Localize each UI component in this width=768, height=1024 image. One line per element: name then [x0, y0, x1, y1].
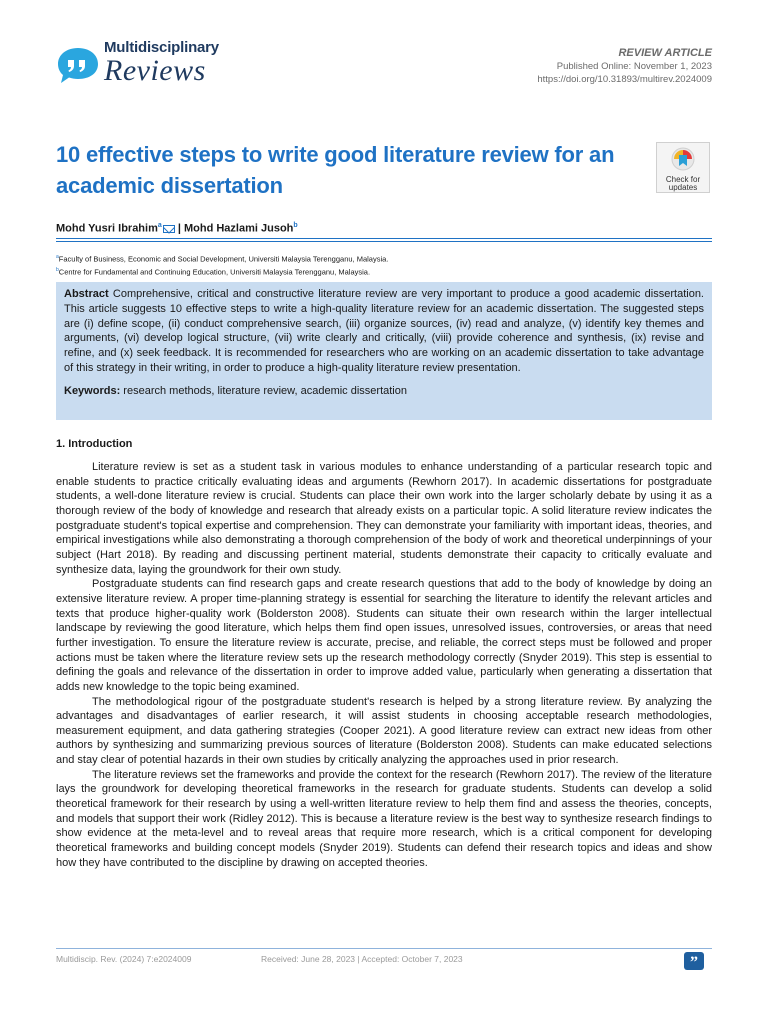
footer-dates: Received: June 28, 2023 | Accepted: October 7, 2023 [261, 954, 463, 964]
footer-citation: Multidiscip. Rev. (2024) 7:e2024009 [56, 954, 192, 964]
paragraph-4: The literature reviews set the frameworks and provide the context for the research (Rewhorn 2017). The review of the literature lays the groundwork for developing theoretical frameworks in the research for graduate students. Students can develop a solid theoretical framework for their research by using a well-written literature review to help them find and assess the theories, concepts, and models that support their work (Ridley 2012). This is because a literature review is the best way to synthesize research findings to show evidence at the meta-level and to reveal areas that require more research, which is a critical component for developing theoretical frameworks and building concept models (Snyder 2019). Students can defend their research topics and ideas and show how they have contributed to the discipline by drawing on accepted theories. [56, 768, 712, 869]
abstract-text: Abstract Comprehensive, critical and constructive literature review are very important to produce a good academic dissertation. This article suggests 10 effective steps to write a high-quality literature review for an academic dissertation. The suggested steps are (i) define scope, (ii) conduct comprehensive search, (iii) organize sources, (iv) read and analyze, (v) identify key themes and arguments, (vi) develop logical structure, (vii) write clearly and critically, (viii) provide coherence and synthesis, (ix) revise and refine, and (x) seek feedback. It is recommended for researchers who are working on an academic dissertation to take advantage of this strategy in their writing, in order to produce a high-quality literature review presentation. [64, 288, 704, 374]
page-footer [56, 948, 712, 978]
author-2-affil: b [293, 222, 298, 229]
author-1[interactable]: Mohd Yusri Ibrahim [56, 222, 158, 235]
quote-logo-icon: ” [684, 952, 704, 970]
abstract-box [56, 282, 712, 420]
published-date: Published Online: November 1, 2023 [556, 61, 712, 72]
paragraph-3: The methodological rigour of the postgraduate student's research is helped by a strong literature review. By analyzing the advantages and disadvantages of earlier research, it will assist students in choosing acceptable research methodologies, measurement equipment, and data gathering strategies (Cooper 2021). A good literature review can extract new ideas from other authors by synthesizing and summarizing previous sources of literature (Bolderston 2008). Students can make educated selections and stay clear of potential hazards in their own studies by critically analyzing the approaches used in prior research. [56, 695, 712, 767]
abstract-label: Abstract [64, 288, 109, 300]
footer-divider [56, 948, 712, 949]
journal-logo[interactable] [56, 40, 219, 86]
doi-link[interactable]: https://doi.org/10.31893/multirev.2024009 [537, 74, 712, 85]
article-title: 10 effective steps to write good literature review for an academic dissertation [56, 142, 615, 198]
paragraph-1: Literature review is set as a student task in various modules to enhance understanding of a particular research topic and enable students to practice critically evaluating ideas and arguments (Rewhorn 2017). In academic dissertations for postgraduate students, a well-done literature review is crucial. Students can place their own work into the larger scholarly debate by using it as a thorough review of the body of knowledge and research that already exists on a particular topic. A solid literature review indicates the postgraduate student's topical expertise and comprehension. They can demonstrate your familiarity with important ideas, theories, and empirical investigations while also demonstrating a thorough comprehension of the body of work and theoretical underpinnings of your subject (Hart 2018). By reading and discussing pertinent material, students demonstrate their capacity to critically evaluate and synthesize data, laying the groundwork for their own study. [56, 461, 712, 576]
journal-name-bottom: Reviews [104, 54, 206, 87]
divider-top-2 [56, 241, 712, 242]
crossmark-icon [671, 147, 695, 171]
author-separator: | [174, 222, 184, 235]
crossmark-label-2: updates [668, 183, 698, 192]
body-text [56, 460, 712, 870]
quote-bubble-icon [56, 46, 100, 86]
article-meta [537, 46, 712, 86]
keywords-label: Keywords: [64, 384, 121, 397]
affiliations [56, 252, 388, 277]
affiliation-a: $^a$Faculty of Business, Economic and Social Development, Universiti Malaysia Terengganu, Malaysia. [56, 254, 389, 264]
author-2[interactable]: Mohd Hazlami Jusoh [183, 222, 294, 235]
divider-top [56, 238, 712, 239]
section-heading: 1. Introduction [56, 438, 133, 450]
paragraph-2: Postgraduate students can find research gaps and create research questions that add to the body of knowledge by doing an extensive literature review. A proper time-planning strategy is essential for searching the literature to identify the relevant articles and texts that produce higher-quality work (Bolderston 2008). Students can situate their own research within the larger intellectual landscape by reviewing the good literature, which helps them find open issues, unresolved issues, controversies, or areas that need further investigation. To ensure the literature review is accurate, precise, and reliable, the correct steps must be followed and proper actions must be taken where the literature review sets up the research methodology correctly (Snyder 2019). This step is essential to defining the goals and relevance of the dissertation in order to improve added value, particularly when generating a dissertation that adds new knowledge to the topic being examined. [56, 578, 712, 693]
article-type: REVIEW ARTICLE [618, 47, 712, 59]
author-1-affil: a [157, 222, 162, 229]
author-list [56, 222, 298, 235]
email-icon[interactable] [163, 225, 175, 233]
check-for-updates-badge[interactable] [656, 142, 710, 193]
journal-name-top: Multidisciplinary [104, 39, 219, 56]
crossmark-label-1: Check for [665, 175, 701, 184]
keywords: Keywords: research methods, literature review, academic dissertation [64, 384, 407, 397]
affiliation-b: $^b$Centre for Fundamental and Continuing Education, Universiti Malaysia Terengganu, Malaysia. [56, 266, 371, 276]
journal-header [56, 40, 712, 100]
